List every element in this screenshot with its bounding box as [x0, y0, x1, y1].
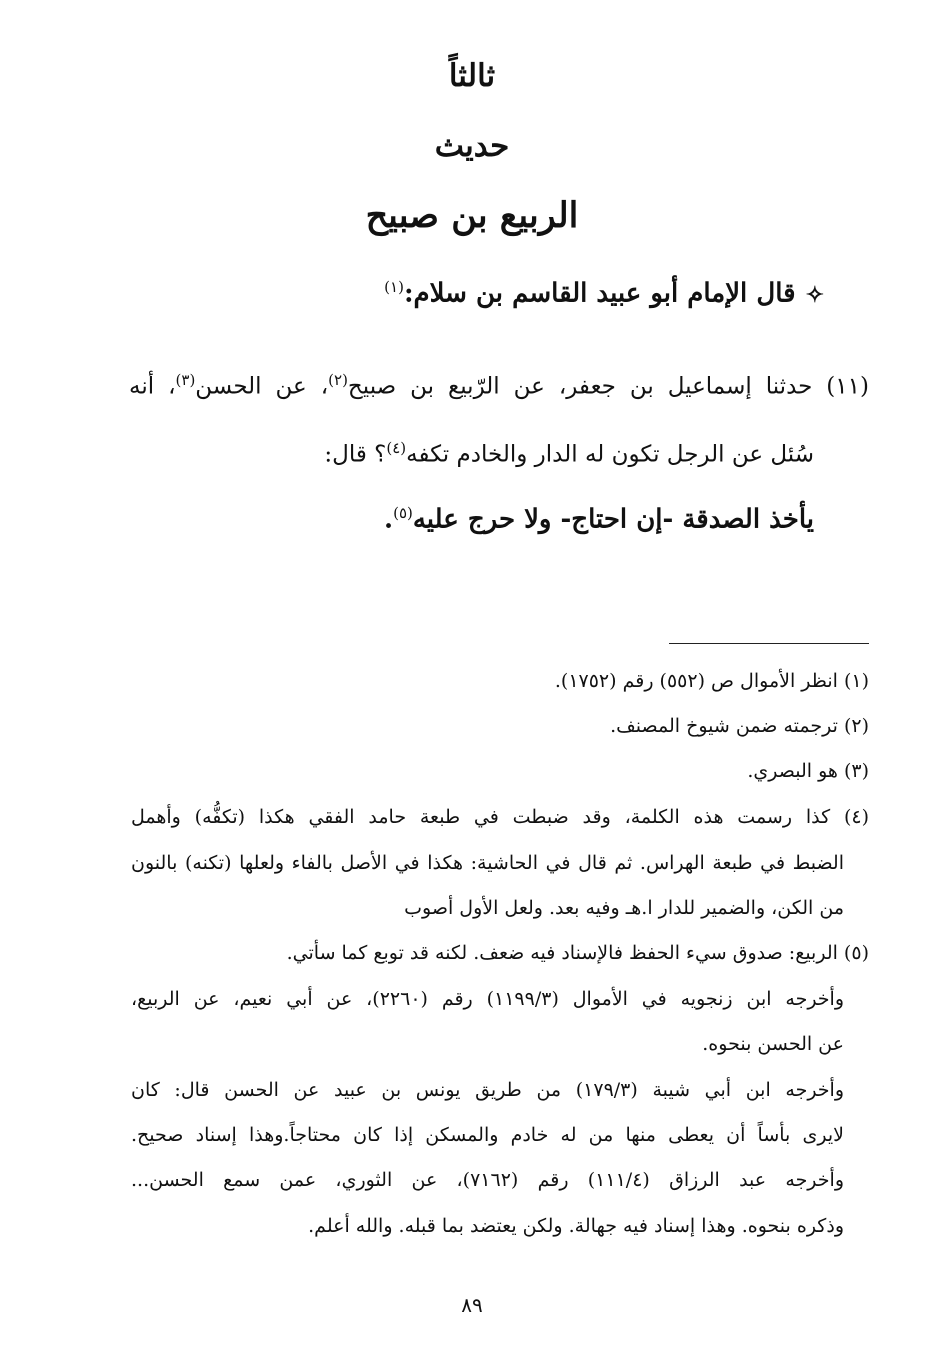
footnote-divider	[669, 643, 869, 644]
hadith-text: ؟ قال:	[324, 441, 387, 468]
intro-text: قال الإمام أبو عبيد القاسم بن سلام:	[403, 278, 796, 309]
footnote-ref: (١)	[384, 278, 404, 296]
footnote-line: من الكن، والضمير للدار ا.هـ وفيه بعد. ولعل الأول أصوب	[404, 897, 844, 919]
footnote-line: وأخرجه ابن زنجويه في الأموال (١١٩٩/٣) رقم (٢٢٦٠)، عن أبي نعيم، عن الربيع،	[131, 988, 845, 1010]
hadith-text: يأخذ الصدقة -إن احتاج- ولا حرج عليه	[412, 504, 814, 535]
footnote-line: (٣) هو البصري.	[747, 760, 869, 782]
hadith-line	[324, 440, 814, 468]
hadith-text: (١١) حدثنا إسماعيل بن جعفر، عن الرّبيع بن صبيح	[347, 373, 869, 400]
page-number: ٨٩	[461, 1293, 483, 1317]
footnote-line: وأخرجه ابن أبي شيبة (١٧٩/٣) من طريق يونس بن عبيد عن الحسن قال: كان	[131, 1079, 845, 1101]
hadith-label: حديث	[434, 128, 510, 164]
footnote-ref: (٤)	[386, 439, 407, 457]
footnote-line: الضبط في طبعة الهراس. ثم قال في الحاشية: هكذا في الأصل بالفاء ولعلها (تكنه) بالنون	[131, 852, 844, 874]
footnote-line: وأخرجه عبد الرزاق (١١١/٤) رقم (٧١٦٢)، عن الثوري، عمن سمع الحسن...	[131, 1169, 844, 1191]
section-label: ثالثاً	[448, 58, 496, 94]
footnote-line: عن الحسن بنحوه.	[702, 1033, 844, 1055]
footnote-line: (٢) ترجمته ضمن شيوخ المصنف.	[610, 715, 869, 737]
footnote-line: (٥) الربيع: صدوق سيء الحفظ فالإسناد فيه ضعف. لكنه قد توبع كما سأتي.	[286, 942, 869, 964]
hadith-line	[129, 372, 869, 400]
footnote-ref: (٢)	[328, 371, 348, 389]
narrator-title: الربيع بن صبيح	[365, 195, 579, 236]
hadith-text: سُئل عن الرجل تكون له الدار والخادم تكفه	[406, 441, 814, 468]
hadith-text: ، عن الحسن	[195, 373, 329, 400]
hadith-answer	[384, 505, 814, 534]
footnote-ref: (٣)	[175, 371, 196, 389]
footnote-line: (١) انظر الأموال ص (٥٥٢) رقم (١٧٥٢).	[554, 670, 869, 692]
intro-line	[384, 278, 824, 309]
footnote-ref: (٥)	[393, 504, 413, 522]
footnote-line: لايرى بأساً أن يعطى منها من له خادم والمسكن إذا كان محتاجاً.وهذا إسناد صحيح.	[131, 1124, 844, 1146]
hadith-text: .	[384, 504, 394, 535]
hadith-text: ، أنه	[129, 373, 176, 400]
star-icon: ✧	[805, 281, 824, 308]
footnote-line: (٤) كذا رسمت هذه الكلمة، وقد ضبطت في طبعة حامد الفقي هكذا (تكفُّه) وأهمل	[131, 806, 869, 828]
footnote-line: وذكره بنحوه. وهذا إسناد فيه جهالة. ولكن يعتضد بما قبله. والله أعلم.	[308, 1215, 844, 1237]
